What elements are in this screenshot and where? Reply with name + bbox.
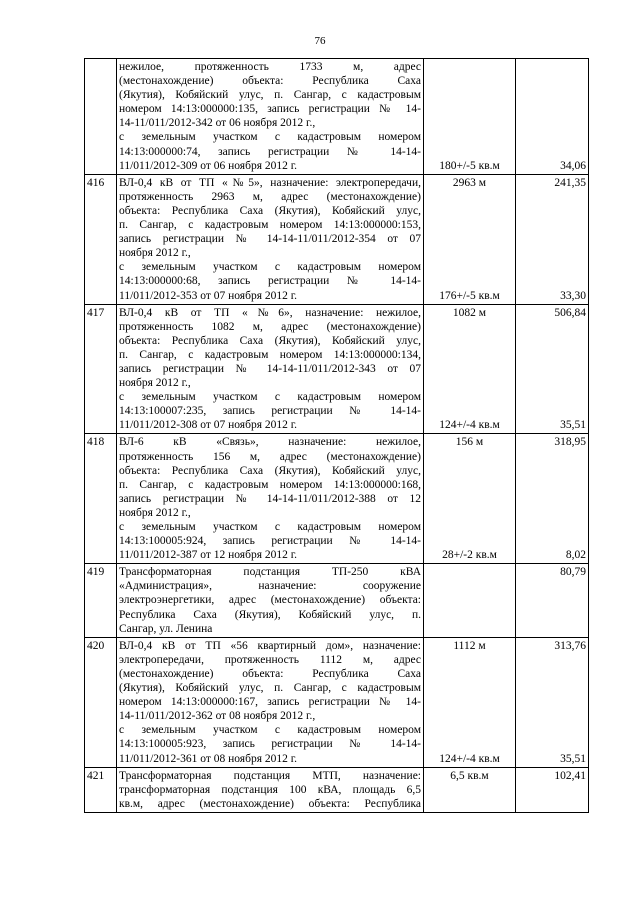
row-number: 419	[85, 564, 117, 637]
description-line: протяженность 156 м, адрес (местонахождение)	[119, 450, 421, 463]
description-line: Сангар, ул. Ленина	[119, 622, 213, 635]
extent-cell	[424, 767, 516, 812]
description-line: ВЛ-0,4 кВ от ТП «56 квартирный дом», назначение:	[119, 639, 421, 652]
description-line: запись регистрации № 14-14-11/011/2012-343 от 07	[119, 362, 421, 375]
object-description	[117, 767, 424, 812]
description-line: трансформаторная подстанция 100 кВА, площадь 6,5	[119, 783, 421, 796]
description-line: (Якутия), Кобяйский улус, п. Сангар, с кадастровым	[119, 682, 421, 695]
description-line: 14:13:000000:74, запись регистрации № 14-14-	[119, 145, 421, 158]
table-row	[85, 767, 589, 812]
row-number	[85, 59, 117, 175]
description-line: 11/011/2012-353 от 07 ноября 2012 г.	[119, 289, 298, 302]
extent-value: 2963 м	[452, 176, 487, 189]
description-line: протяженность 1082 м, адрес (местонахождение)	[119, 320, 421, 333]
description-line: электропередачи, протяженность 1112 м, адрес	[119, 653, 421, 666]
object-description	[117, 434, 424, 564]
description-line: (Якутия), Кобяйский улус, п. Сангар, с кадастровым	[119, 89, 421, 102]
description-line: ВЛ-0,4 кВ от ТП «№6», назначение: нежилое,	[119, 306, 421, 319]
description-line: п. Сангар, с кадастровым номером 14:13:000000:168,	[119, 478, 421, 491]
cost-cell	[516, 767, 589, 812]
row-number: 417	[85, 304, 117, 434]
object-cost: 102,41	[554, 769, 586, 782]
extent-cell	[424, 637, 516, 767]
land-area-value: 180+/-5 кв.м	[439, 159, 500, 172]
table-row	[85, 564, 589, 637]
description-line: ВЛ-6 кВ «Связь», назначение: нежилое,	[119, 436, 421, 449]
land-cost: 8,02	[565, 549, 586, 562]
cost-cell	[516, 59, 589, 175]
land-area-value: 176+/-5 кв.м	[439, 289, 500, 302]
extent-cell	[424, 174, 516, 304]
description-line: электроэнергетики, адрес (местонахождение) объекта:	[119, 594, 421, 607]
description-line: Республика Саха (Якутия), Кобяйский улус, п.	[119, 608, 421, 621]
description-line: протяженность 2963 м, адрес (местонахождение)	[119, 190, 421, 203]
description-line: ноября 2012 г.,	[119, 506, 191, 519]
cost-cell	[516, 304, 589, 434]
description-line: ВЛ-0,4 кВ от ТП «№5», назначение: электропередачи,	[119, 176, 421, 189]
land-cost: 35,51	[560, 752, 586, 765]
description-line: Трансформаторная подстанция ТП-250 кВА	[119, 566, 421, 579]
description-line: 14:13:100005:924, запись регистрации № 14-14-	[119, 535, 421, 548]
table-row	[85, 637, 589, 767]
land-cost: 35,51	[560, 419, 586, 432]
description-line: объекта: Республика Саха (Якутия), Кобяйский улус,	[119, 334, 421, 347]
land-cost: 33,30	[560, 289, 586, 302]
description-line: запись регистрации № 14-14-11/011/2012-354 от 07	[119, 233, 421, 246]
land-area-value: 124+/-4 кв.м	[439, 419, 500, 432]
cost-cell	[516, 434, 589, 564]
description-line: нежилое, протяженность 1733 м, адрес	[119, 61, 421, 73]
object-cost: 313,76	[554, 639, 586, 652]
description-line: с земельным участком с кадастровым номером	[119, 724, 421, 737]
extent-value: 1112 м	[453, 639, 486, 652]
description-line: номером 14:13:000000:135, запись регистрации № 14-	[119, 103, 421, 116]
description-line: 11/011/2012-361 от 08 ноября 2012 г.	[119, 752, 298, 765]
land-area-value: 28+/-2 кв.м	[442, 549, 497, 562]
property-table	[84, 58, 589, 813]
description-line: 11/011/2012-309 от 06 ноября 2012 г.	[119, 159, 298, 172]
description-line: 14-11/011/2012-342 от 06 ноября 2012 г.,	[119, 117, 316, 130]
description-line: запись регистрации № 14-14-11/011/2012-388 от 12	[119, 492, 421, 505]
object-description	[117, 637, 424, 767]
object-description	[117, 174, 424, 304]
extent-cell	[424, 434, 516, 564]
extent-value: 156 м	[455, 436, 484, 449]
description-line: 11/011/2012-387 от 12 ноября 2012 г.	[119, 549, 298, 562]
row-number: 416	[85, 174, 117, 304]
row-number: 420	[85, 637, 117, 767]
land-area-value: 124+/-4 кв.м	[439, 752, 500, 765]
description-line: объекта: Республика Саха (Якутия), Кобяйский улус,	[119, 204, 421, 217]
object-cost: 241,35	[554, 176, 586, 189]
extent-cell	[424, 564, 516, 637]
row-number: 418	[85, 434, 117, 564]
table-row	[85, 59, 589, 175]
description-line: 14:13:000000:68, запись регистрации № 14-14-	[119, 275, 421, 288]
object-cost: 80,79	[560, 566, 586, 579]
extent-value: 6,5 кв.м	[450, 769, 489, 782]
row-number: 421	[85, 767, 117, 812]
extent-cell	[424, 59, 516, 175]
object-description	[117, 564, 424, 637]
extent-cell	[424, 304, 516, 434]
cost-cell	[516, 174, 589, 304]
object-description	[117, 59, 424, 175]
object-description	[117, 304, 424, 434]
land-cost: 34,06	[560, 159, 586, 172]
description-line: с земельным участком с кадастровым номером	[119, 521, 421, 533]
description-line: с земельным участком с кадастровым номером	[119, 391, 421, 404]
description-line: (местонахождение) объекта: Республика Саха	[119, 75, 421, 88]
description-line: ноября 2012 г.,	[119, 377, 191, 390]
description-line: п. Сангар, с кадастровым номером 14:13:000000:153,	[119, 219, 421, 232]
description-line: 14:13:100005:923, запись регистрации № 14-14-	[119, 738, 421, 751]
object-cost: 318,95	[554, 436, 586, 449]
description-line: объекта: Республика Саха (Якутия), Кобяйский улус,	[119, 464, 421, 477]
description-line: кв.м, адрес (местонахождение) объекта: Республика	[119, 797, 421, 810]
cost-cell	[516, 564, 589, 637]
table-row	[85, 304, 589, 434]
table-row	[85, 174, 589, 304]
description-line: 11/011/2012-308 от 07 ноября 2012 г.	[119, 419, 298, 432]
description-line: с земельным участком с кадастровым номером	[119, 261, 421, 274]
page-number: 76	[314, 35, 326, 47]
description-line: ноября 2012 г.,	[119, 247, 191, 260]
cost-cell	[516, 637, 589, 767]
description-line: п. Сангар, с кадастровым номером 14:13:000000:134,	[119, 348, 421, 361]
description-line: «Администрация», назначение: сооружение	[119, 580, 421, 593]
description-line: 14-11/011/2012-362 от 08 ноября 2012 г.,	[119, 710, 316, 723]
description-line: номером 14:13:000000:167, запись регистрации № 14-	[119, 696, 421, 709]
extent-value: 1082 м	[452, 306, 487, 319]
description-line: (местонахождение) объекта: Республика Саха	[119, 667, 421, 680]
description-line: с земельным участком с кадастровым номером	[119, 131, 421, 144]
object-cost: 506,84	[554, 306, 586, 319]
table-row	[85, 434, 589, 564]
description-line: Трансформаторная подстанция МТП, назначение:	[119, 769, 421, 782]
description-line: 14:13:100007:235, запись регистрации № 14-14-	[119, 405, 421, 418]
